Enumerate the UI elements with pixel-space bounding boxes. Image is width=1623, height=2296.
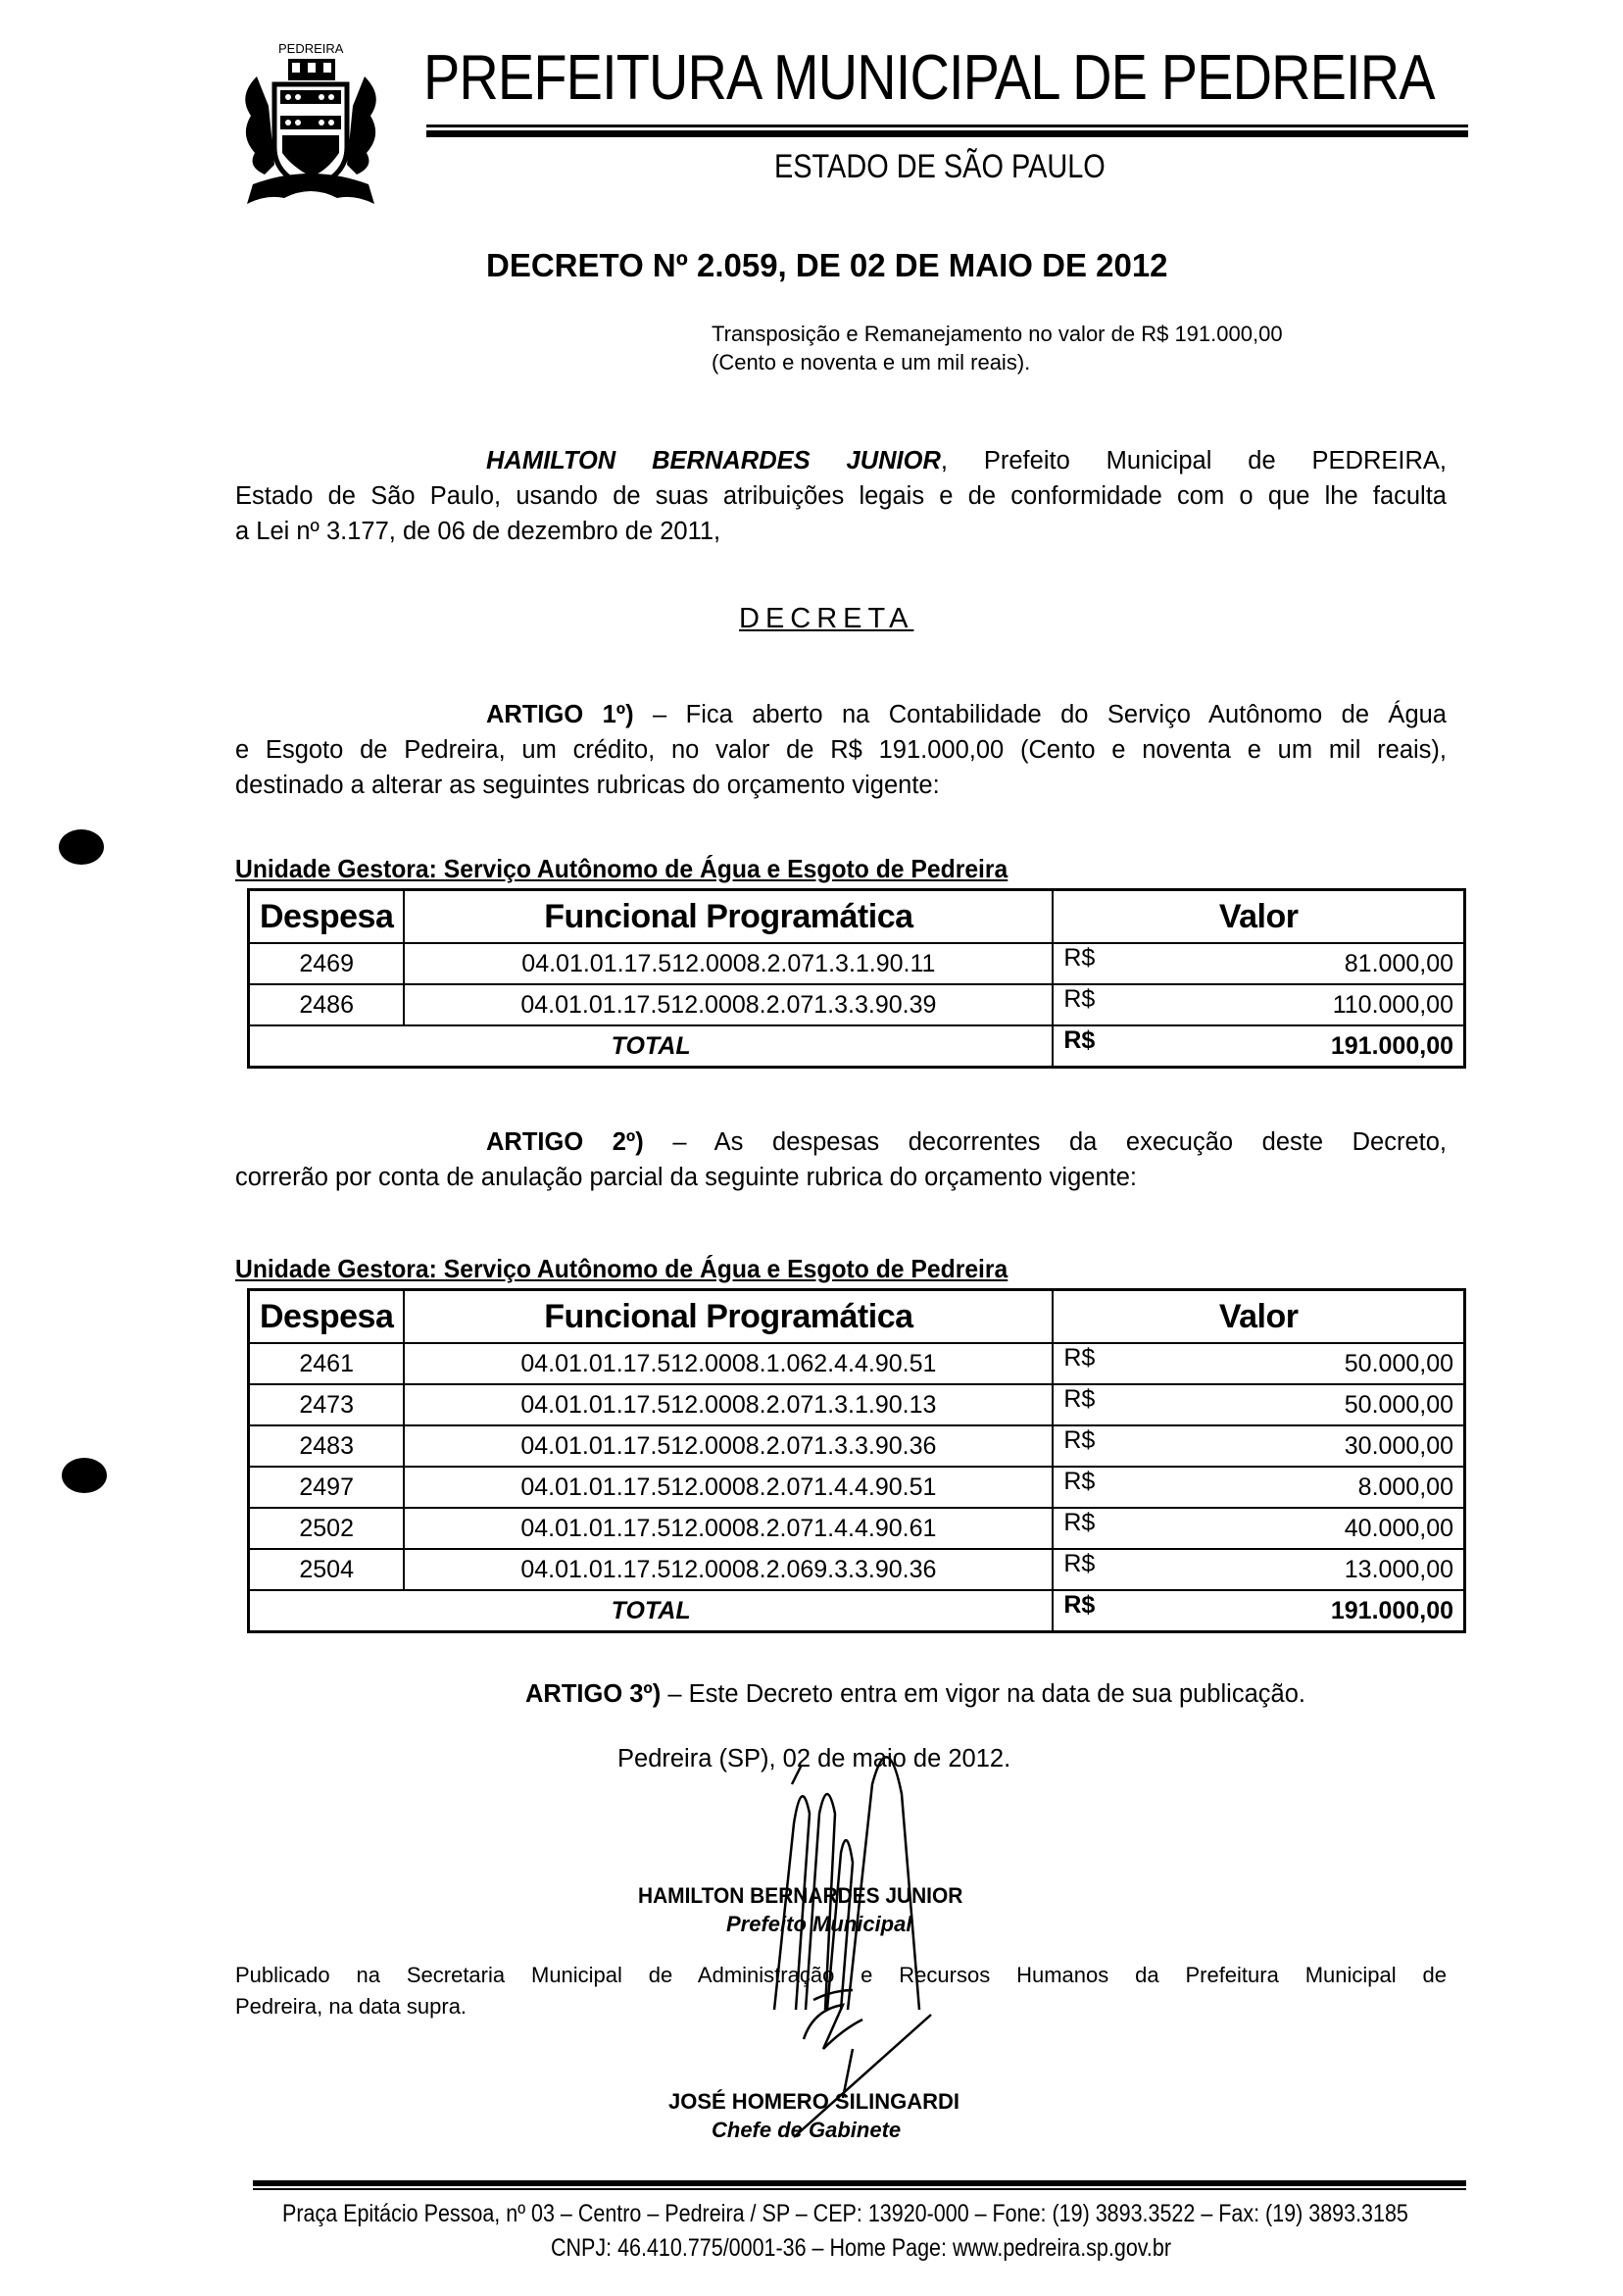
funcional-cell: 04.01.01.17.512.0008.2.071.3.1.90.11 bbox=[404, 943, 1053, 984]
management-unit-label: Unidade Gestora: Serviço Autônomo de Água e Esgoto de Pedreira bbox=[235, 1254, 1008, 1283]
total-label: TOTAL bbox=[249, 1025, 1054, 1068]
decreta-heading: DECRETA bbox=[739, 603, 914, 634]
mayor-name: HAMILTON BERNARDES JUNIOR bbox=[486, 447, 941, 474]
currency-cell: R$ bbox=[1053, 984, 1112, 1025]
punch-hole bbox=[62, 1458, 107, 1493]
ementa-line: (Cento e noventa e um mil reais). bbox=[712, 350, 1031, 374]
total-value: 191.000,00 bbox=[1112, 1025, 1464, 1068]
table-row bbox=[249, 1467, 1465, 1508]
currency-cell: R$ bbox=[1053, 1508, 1112, 1549]
despesa-cell: 2473 bbox=[249, 1384, 405, 1425]
currency-cell: R$ bbox=[1053, 1549, 1112, 1590]
table-row bbox=[249, 943, 1465, 984]
signer-role: Prefeito Municipal bbox=[726, 1912, 912, 1936]
table-row bbox=[249, 1425, 1465, 1467]
footer-divider bbox=[253, 2188, 1466, 2190]
column-header-despesa: Despesa bbox=[249, 890, 405, 944]
funcional-cell: 04.01.01.17.512.0008.1.062.4.4.90.51 bbox=[404, 1343, 1053, 1384]
table-row bbox=[249, 1384, 1465, 1425]
article-1-line: destinado a alterar as seguintes rubricas do orçamento vigente: bbox=[235, 772, 940, 799]
footer-cnpj-homepage: CNPJ: 46.410.775/0001-36 – Home Page: www.pedreira.sp.gov.br bbox=[551, 2234, 1172, 2262]
article-1-label: ARTIGO 1º) bbox=[486, 701, 634, 728]
place-and-date: Pedreira (SP), 02 de maio de 2012. bbox=[617, 1745, 1011, 1772]
article-2-label: ARTIGO 2º) bbox=[486, 1128, 644, 1156]
despesa-cell: 2469 bbox=[249, 943, 405, 984]
table-total-row bbox=[249, 1590, 1465, 1632]
article-1-line: e Esgoto de Pedreira, um crédito, no valor de R$ 191.000,00 (Cento e noventa e um mil reais), bbox=[235, 736, 1447, 764]
credit-table bbox=[247, 888, 1466, 1069]
currency-cell: R$ bbox=[1053, 1467, 1112, 1508]
currency-cell: R$ bbox=[1053, 1343, 1112, 1384]
header-divider bbox=[426, 130, 1468, 137]
annulment-table bbox=[247, 1288, 1466, 1633]
despesa-cell: 2502 bbox=[249, 1508, 405, 1549]
column-header-funcional: Funcional Programática bbox=[404, 890, 1053, 944]
despesa-cell: 2504 bbox=[249, 1549, 405, 1590]
table-row bbox=[249, 1343, 1465, 1384]
valor-cell: 40.000,00 bbox=[1112, 1508, 1464, 1549]
preamble-line: HAMILTON BERNARDES JUNIOR, Prefeito Municipal de PEDREIRA, bbox=[486, 447, 1447, 474]
footer-address: Praça Epitácio Pessoa, nº 03 – Centro – Pedreira / SP – CEP: 13920-000 – Fone: (19) 3893.3522 – Fax: (19) 3893.3185 bbox=[282, 2200, 1408, 2227]
decree-title: DECRETO Nº 2.059, DE 02 DE MAIO DE 2012 bbox=[486, 247, 1168, 283]
column-header-valor: Valor bbox=[1053, 890, 1464, 944]
punch-hole bbox=[59, 829, 104, 865]
article-3-line: ARTIGO 3º) – Este Decreto entra em vigor na data de sua publicação. bbox=[525, 1680, 1305, 1708]
column-header-valor: Valor bbox=[1053, 1290, 1464, 1344]
column-header-funcional: Funcional Programática bbox=[404, 1290, 1053, 1344]
preamble-line: Estado de São Paulo, usando de suas atribuições legais e de conformidade com o que lhe faculta bbox=[235, 482, 1447, 510]
valor-cell: 8.000,00 bbox=[1112, 1467, 1464, 1508]
preamble-line: a Lei nº 3.177, de 06 de dezembro de 2011, bbox=[235, 518, 721, 545]
total-value: 191.000,00 bbox=[1112, 1590, 1464, 1632]
valor-cell: 30.000,00 bbox=[1112, 1425, 1464, 1467]
funcional-cell: 04.01.01.17.512.0008.2.069.3.3.90.36 bbox=[404, 1549, 1053, 1590]
currency-cell: R$ bbox=[1053, 1025, 1112, 1068]
coat-of-arms-caption: PEDREIRA bbox=[278, 41, 344, 56]
signer-name: JOSÉ HOMERO SILINGARDI bbox=[668, 2089, 960, 2114]
valor-cell: 50.000,00 bbox=[1112, 1384, 1464, 1425]
table-row bbox=[249, 984, 1465, 1025]
despesa-cell: 2461 bbox=[249, 1343, 405, 1384]
despesa-cell: 2497 bbox=[249, 1467, 405, 1508]
funcional-cell: 04.01.01.17.512.0008.2.071.3.1.90.13 bbox=[404, 1384, 1053, 1425]
coat-of-arms-icon bbox=[218, 37, 404, 206]
publication-line: Pedreira, na data supra. bbox=[235, 1994, 467, 2019]
funcional-cell: 04.01.01.17.512.0008.2.071.4.4.90.51 bbox=[404, 1467, 1053, 1508]
footer-divider bbox=[253, 2180, 1466, 2186]
currency-cell: R$ bbox=[1053, 1384, 1112, 1425]
publication-line: Publicado na Secretaria Municipal de Administração e Recursos Humanos da Prefeitura Municipal de bbox=[235, 1963, 1447, 1987]
currency-cell: R$ bbox=[1053, 1590, 1112, 1632]
table-header-row bbox=[249, 890, 1465, 944]
valor-cell: 110.000,00 bbox=[1112, 984, 1464, 1025]
valor-cell: 50.000,00 bbox=[1112, 1343, 1464, 1384]
table-row bbox=[249, 1508, 1465, 1549]
table-header-row bbox=[249, 1290, 1465, 1344]
funcional-cell: 04.01.01.17.512.0008.2.071.3.3.90.39 bbox=[404, 984, 1053, 1025]
funcional-cell: 04.01.01.17.512.0008.2.071.4.4.90.61 bbox=[404, 1508, 1053, 1549]
despesa-cell: 2486 bbox=[249, 984, 405, 1025]
currency-cell: R$ bbox=[1053, 943, 1112, 984]
table-row bbox=[249, 1549, 1465, 1590]
column-header-despesa: Despesa bbox=[249, 1290, 405, 1344]
article-3-label: ARTIGO 3º) bbox=[525, 1680, 662, 1708]
organization-subtitle: ESTADO DE SÃO PAULO bbox=[774, 148, 1106, 185]
management-unit-label: Unidade Gestora: Serviço Autônomo de Água e Esgoto de Pedreira bbox=[235, 854, 1008, 883]
header-divider bbox=[426, 125, 1468, 127]
article-2-line: correrão por conta de anulação parcial da seguinte rubrica do orçamento vigente: bbox=[235, 1164, 1137, 1191]
ementa-line: Transposição e Remanejamento no valor de R$ 191.000,00 bbox=[712, 322, 1283, 346]
organization-title: PREFEITURA MUNICIPAL DE PEDREIRA bbox=[423, 41, 1435, 113]
despesa-cell: 2483 bbox=[249, 1425, 405, 1467]
signer-name: HAMILTON BERNARDES JUNIOR bbox=[638, 1883, 963, 1908]
valor-cell: 13.000,00 bbox=[1112, 1549, 1464, 1590]
funcional-cell: 04.01.01.17.512.0008.2.071.3.3.90.36 bbox=[404, 1425, 1053, 1467]
article-1-line: ARTIGO 1º) – Fica aberto na Contabilidade do Serviço Autônomo de Água bbox=[486, 701, 1447, 728]
currency-cell: R$ bbox=[1053, 1425, 1112, 1467]
table-total-row bbox=[249, 1025, 1465, 1068]
signer-role: Chefe de Gabinete bbox=[712, 2118, 902, 2142]
total-label: TOTAL bbox=[249, 1590, 1054, 1632]
valor-cell: 81.000,00 bbox=[1112, 943, 1464, 984]
article-2-line: ARTIGO 2º) – As despesas decorrentes da execução deste Decreto, bbox=[486, 1128, 1447, 1156]
